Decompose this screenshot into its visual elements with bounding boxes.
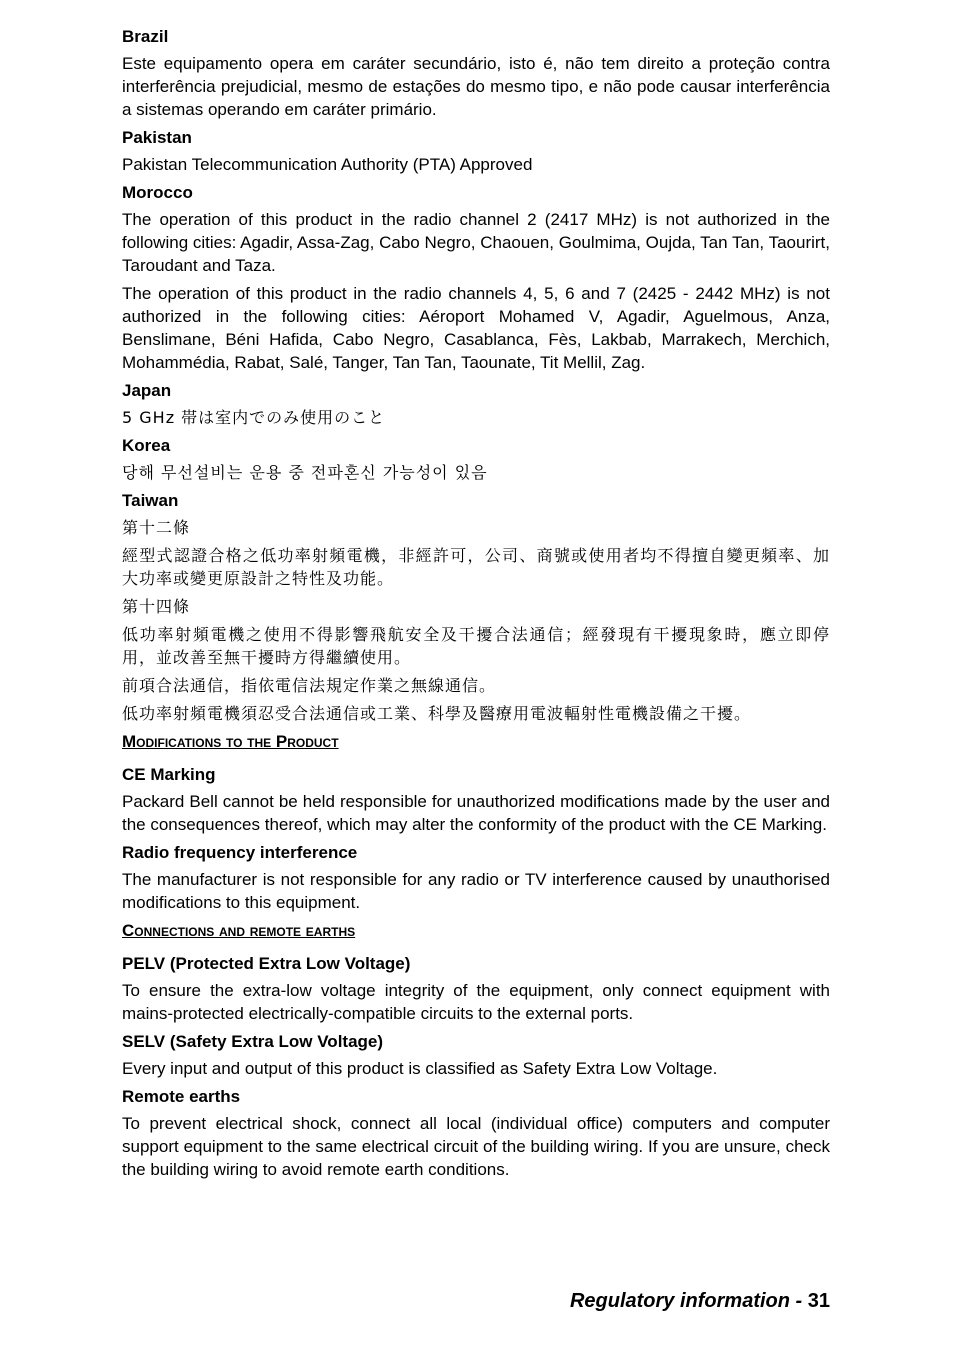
taiwan-article-12: 第十二條 — [122, 518, 191, 537]
footer-title: Regulatory information - — [569, 1290, 803, 1312]
heading-morocco: Morocco — [122, 183, 193, 202]
document-body — [122, 25, 830, 1186]
heading-japan: Japan — [122, 381, 172, 400]
heading-remote-earths: Remote earths — [122, 1087, 241, 1106]
section-title-modifications: Modifications to the Product — [122, 732, 339, 751]
text-remote-earths: To prevent electrical shock, connect all local (individual office) computers and computer support equipment to the same electrical circuit of the building wiring. If you are unsure, check the building wiring to avoid remote earth conditions. — [122, 1114, 830, 1179]
text-radio-frequency: The manufacturer is not responsible for any radio or TV interference caused by unauthorised modifications to this equipment. — [122, 870, 830, 912]
text-morocco-2: The operation of this product in the radio channels 4, 5, 6 and 7 (2425 - 2442 MHz) is not authorized in the following cities: Aéroport Mohamed V, Agadir, Aguelmous, Anza, Benslimane, Béni Hafida, Cabo Negro, Casablanca, Fès, Lakbab, Marrakech, Merchich, Mohammédia, Rabat, Salé, Tanger, Tan Tan, Taounate, Tit Mellil, Zag. — [122, 284, 830, 372]
text-pelv: To ensure the extra-low voltage integrity of the equipment, only connect equipment with mains-protected electrically-compatible circuits to the external ports. — [122, 981, 830, 1023]
heading-pelv: PELV (Protected Extra Low Voltage) — [122, 954, 411, 973]
heading-radio-frequency: Radio frequency interference — [122, 843, 358, 862]
heading-ce-marking: CE Marking — [122, 765, 216, 784]
heading-taiwan: Taiwan — [122, 491, 179, 510]
heading-selv: SELV (Safety Extra Low Voltage) — [122, 1032, 384, 1051]
page-number: 31 — [807, 1290, 830, 1312]
taiwan-article-14-text-3: 低功率射頻電機須忍受合法通信或工業、科學及醫療用電波輻射性電機設備之干擾。 — [122, 704, 752, 723]
taiwan-article-14-text-2: 前項合法通信，指依電信法規定作業之無線通信。 — [122, 676, 497, 695]
text-ce-marking: Packard Bell cannot be held responsible for unauthorized modifications made by the user and the consequences thereof, which may alter the conformity of the product with the CE Marking. — [122, 792, 830, 834]
section-title-connections: Connections and remote earths — [122, 921, 356, 940]
page-footer — [540, 1290, 830, 1313]
text-morocco-1: The operation of this product in the radio channel 2 (2417 MHz) is not authorized in the following cities: Agadir, Assa-Zag, Cabo Negro, Chaouen, Goulmima, Oujda, Tan Tan, Taourirt, Taroudant and Taza. — [122, 210, 830, 275]
text-selv: Every input and output of this product is classified as Safety Extra Low Voltage. — [122, 1059, 718, 1078]
text-japan: 5 GHz 帯は室内でのみ使用のこと — [122, 408, 386, 427]
text-pakistan: Pakistan Telecommunication Authority (PTA) Approved — [122, 155, 533, 174]
heading-pakistan: Pakistan — [122, 128, 192, 147]
text-brazil: Este equipamento opera em caráter secundário, isto é, não tem direito a proteção contra interferência prejudicial, mesmo de estações do mesmo tipo, e não pode causar interferência a sistemas operando em caráter primário. — [122, 54, 830, 119]
text-korea: 당해 무선설비는 운용 중 전파혼신 가능성이 있음 — [122, 463, 488, 482]
heading-brazil: Brazil — [122, 27, 169, 46]
heading-korea: Korea — [122, 436, 171, 455]
taiwan-article-12-text: 經型式認證合格之低功率射頻電機，非經許可，公司、商號或使用者均不得擅自變更頻率、加大功率或變更原設計之特性及功能。 — [122, 546, 830, 588]
taiwan-article-14-text-1: 低功率射頻電機之使用不得影響飛航安全及干擾合法通信；經發現有干擾現象時，應立即停用，並改善至無干擾時方得繼續使用。 — [122, 625, 830, 667]
taiwan-article-14: 第十四條 — [122, 597, 191, 616]
